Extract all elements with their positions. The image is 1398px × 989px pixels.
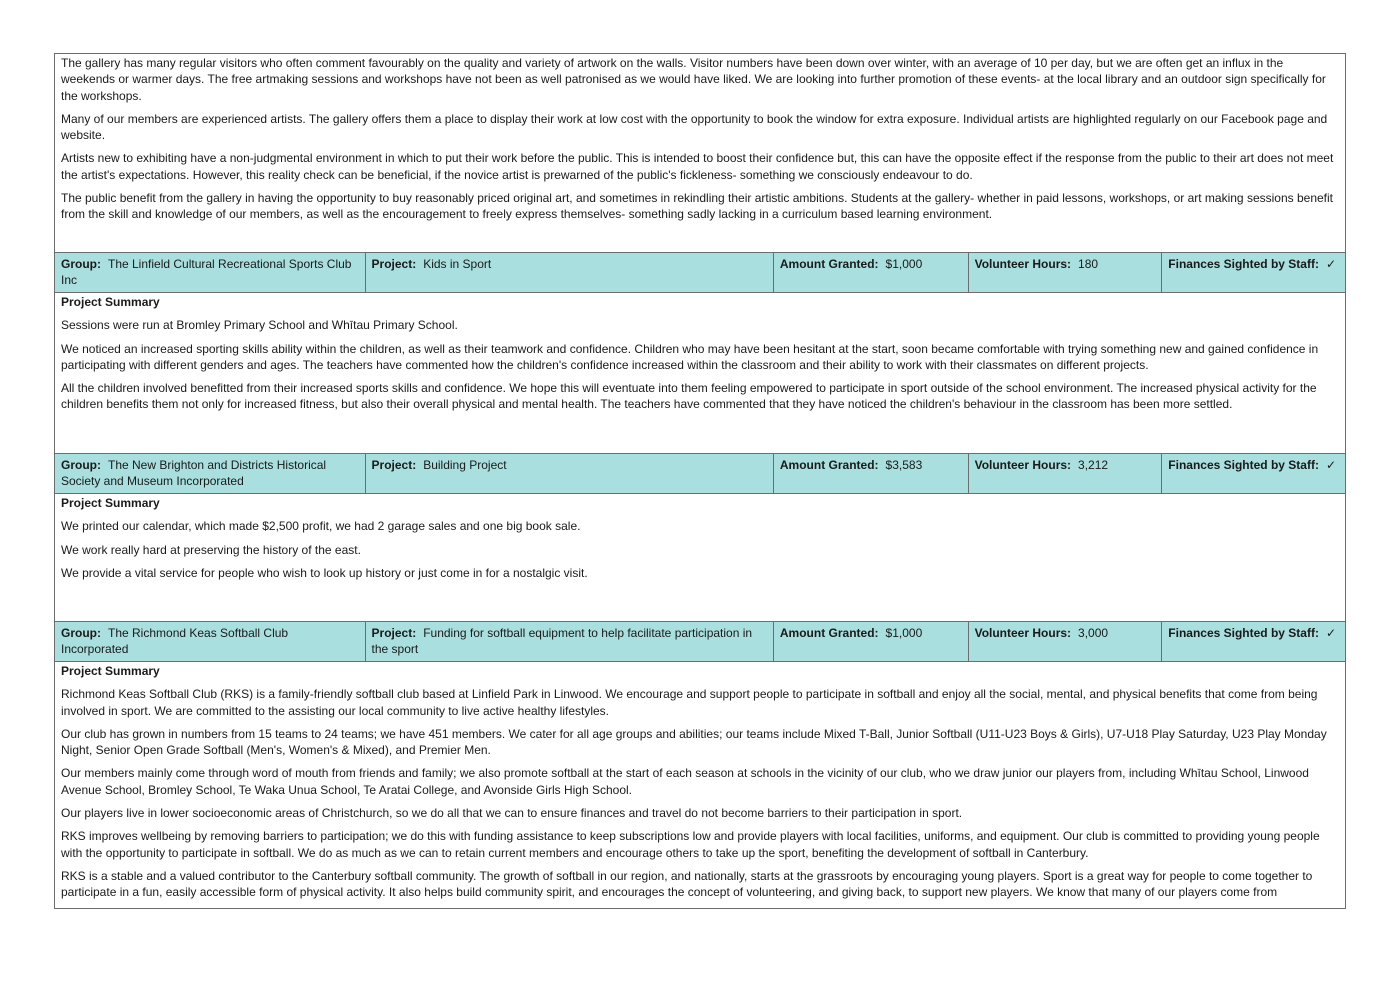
project-value: Building Project xyxy=(423,458,507,472)
amount-cell xyxy=(773,454,968,493)
project-summary xyxy=(55,662,1345,909)
amount-value: $3,583 xyxy=(885,458,923,472)
amount-label: Amount Granted: xyxy=(779,626,879,640)
group-cell xyxy=(55,454,365,493)
paragraph: RKS is a stable and a valued contributor to the Canterbury softball community. The growth of softball in our region, and nationally, starts at the grassroots by encouraging young players. Sport is a great way for people to come together to participate in a fun, easily accessible form of physical activity. It also helps build community spirit, and encourages the concept of volunteering, and giving back, to support new players. We know that many of our players come from xyxy=(61,868,1313,900)
hours-cell xyxy=(968,622,1162,661)
check-icon: ✓ xyxy=(1325,458,1337,472)
paragraph: The public benefit from the gallery in having the opportunity to buy reasonably priced original art, and sometimes in rekindling their artistic ambitions. Students at the gallery- whether in paid lessons, workshops, or art making sessions benefit from the skill and knowledge of our members, as well as the encouragement to freely express themselves- something sadly lacking in a curriculum based learning environment. xyxy=(61,191,1333,222)
project-label: Project: xyxy=(371,458,417,472)
group-label: Group: xyxy=(61,257,101,271)
finances-cell xyxy=(1161,622,1345,661)
project-summary xyxy=(55,293,1345,453)
entry-header xyxy=(55,252,1345,293)
group-cell xyxy=(55,622,365,661)
amount-value: $1,000 xyxy=(885,626,923,640)
group-value: The Richmond Keas Softball Club Incorporated xyxy=(61,626,289,657)
hours-cell xyxy=(968,454,1162,493)
summary-heading: Project Summary xyxy=(61,295,160,309)
project-summary xyxy=(55,494,1345,621)
paragraph: Our players live in lower socioeconomic areas of Christchurch, so we do all that we can to ensure finances and travel do not become barriers to their participation in sport. xyxy=(61,806,963,821)
paragraph: We noticed an increased sporting skills ability within the children, as well as their teamwork and confidence. Children who may have been hesitant at the start, soon became comfortable with trying something new and gained confidence in participating with different genders and ages. The teachers have commented how the children's confidence increased within the classroom and their ability to work with their classmates on different projects. xyxy=(61,341,1319,372)
finances-cell xyxy=(1161,454,1345,493)
group-value: The New Brighton and Districts Historical Society and Museum Incorporated xyxy=(61,458,327,489)
amount-cell xyxy=(773,622,968,661)
hours-label: Volunteer Hours: xyxy=(974,257,1072,271)
paragraph: We work really hard at preserving the history of the east. xyxy=(61,542,361,557)
finances-label: Finances Sighted by Staff: xyxy=(1168,257,1319,271)
hours-label: Volunteer Hours: xyxy=(974,458,1072,472)
hours-value: 3,212 xyxy=(1078,458,1109,472)
amount-cell xyxy=(773,253,968,292)
finances-cell xyxy=(1161,253,1345,292)
paragraph: Our club has grown in numbers from 15 teams to 24 teams; we have 451 members. We cater for all age groups and abilities; our teams include Mixed T-Ball, Junior Softball (U11-U23 Boys & Girls), U7-U18 Play Saturday, U23 Play Monday Night, Senior Open Grade Softball (Men's, Women's & Mixed), and Premier Men. xyxy=(61,726,1327,758)
project-value: Funding for softball equipment to help facilitate participation in the sport xyxy=(371,626,753,657)
entry-header xyxy=(55,621,1345,662)
group-value: The Linfield Cultural Recreational Sports Club Inc xyxy=(61,257,352,288)
paragraph: RKS improves wellbeing by removing barriers to participation; we do this with funding assistance to keep subscriptions low and provide players with local facilities, uniforms, and equipment. Our club is committed to providing young people with the opportunity to participate in softball. We do as much as we can to retain current members and encourage others to take up the sport, benefiting the development of softball in Canterbury. xyxy=(61,829,1320,860)
amount-label: Amount Granted: xyxy=(779,257,879,271)
check-icon: ✓ xyxy=(1325,626,1337,640)
amount-value: $1,000 xyxy=(885,257,923,271)
paragraph: Artists new to exhibiting have a non-judgmental environment in which to put their work before the public. This is intended to boost their confidence but, this can have the opposite effect if the response from the public to their art does not meet the artist's expectations. However, this reality check can be beneficial, if the novice artist is prewarned of the public's fickleness- something we consciously endeavour to do. xyxy=(61,151,1334,182)
paragraph: We provide a vital service for people who wish to look up history or just come in for a nostalgic visit. xyxy=(61,565,588,580)
summary-heading: Project Summary xyxy=(61,664,160,678)
project-label: Project: xyxy=(371,257,417,271)
project-value: Kids in Sport xyxy=(423,257,492,271)
paragraph: Many of our members are experienced artists. The gallery offers them a place to display their work at low cost with the opportunity to book the window for extra exposure. Individual artists are highlighted regularly on our Facebook page and website. xyxy=(61,111,1328,143)
check-icon: ✓ xyxy=(1325,257,1337,271)
project-cell xyxy=(365,454,773,493)
amount-label: Amount Granted: xyxy=(779,458,879,472)
hours-cell xyxy=(968,253,1162,292)
finances-label: Finances Sighted by Staff: xyxy=(1168,458,1319,472)
project-cell xyxy=(365,253,773,292)
summary-heading: Project Summary xyxy=(61,496,160,510)
group-label: Group: xyxy=(61,626,101,640)
intro-text xyxy=(55,54,1345,252)
paragraph: Richmond Keas Softball Club (RKS) is a family-friendly softball club based at Linfield Park in Linwood. We encourage and support people to participate in softball and enjoy all the social, mental, and physical benefits that come from being involved in sport. We are committed to the assisting our local community to live active healthy lifestyles. xyxy=(61,687,1318,718)
paragraph: All the children involved benefitted from their increased sports skills and confidence. We hope this will eventuate into them feeling empowered to participate in sport outside of the school environment. The increased physical activity for the children benefits them not only for increased fitness, but also their overall physical and mental health. The teachers have commented that they have noticed the children's behaviour in the classroom has been more settled. xyxy=(61,381,1317,412)
project-cell xyxy=(365,622,773,661)
entry-header xyxy=(55,453,1345,494)
paragraph: Our members mainly come through word of mouth from friends and family; we also promote softball at the start of each season at schools in the vicinity of our club, who we draw junior our players from, including Whītau School, Linwood Avenue School, Bromley School, Te Waka Unua School, Te Aratai College, and Avonside Girls High School. xyxy=(61,766,1309,797)
hours-label: Volunteer Hours: xyxy=(974,626,1072,640)
paragraph: We printed our calendar, which made $2,500 profit, we had 2 garage sales and one big book sale. xyxy=(61,519,581,534)
paragraph: Sessions were run at Bromley Primary School and Whītau Primary School. xyxy=(61,318,458,333)
hours-value: 3,000 xyxy=(1078,626,1109,640)
grant-report-table xyxy=(54,53,1346,909)
group-label: Group: xyxy=(61,458,101,472)
paragraph: The gallery has many regular visitors who often comment favourably on the quality and variety of artwork on the walls. Visitor numbers have been down over winter, with an average of 10 per day, but we are often get an influx in the weekends or warmer days. The free artmaking sessions and workshops have not been as well patronised as we would have liked. We are looking into further promotion of these events- at the local library and an outdoor sign specifically for the workshops. xyxy=(61,56,1326,103)
group-cell xyxy=(55,253,365,292)
finances-label: Finances Sighted by Staff: xyxy=(1168,626,1319,640)
hours-value: 180 xyxy=(1078,257,1099,271)
project-label: Project: xyxy=(371,626,417,640)
